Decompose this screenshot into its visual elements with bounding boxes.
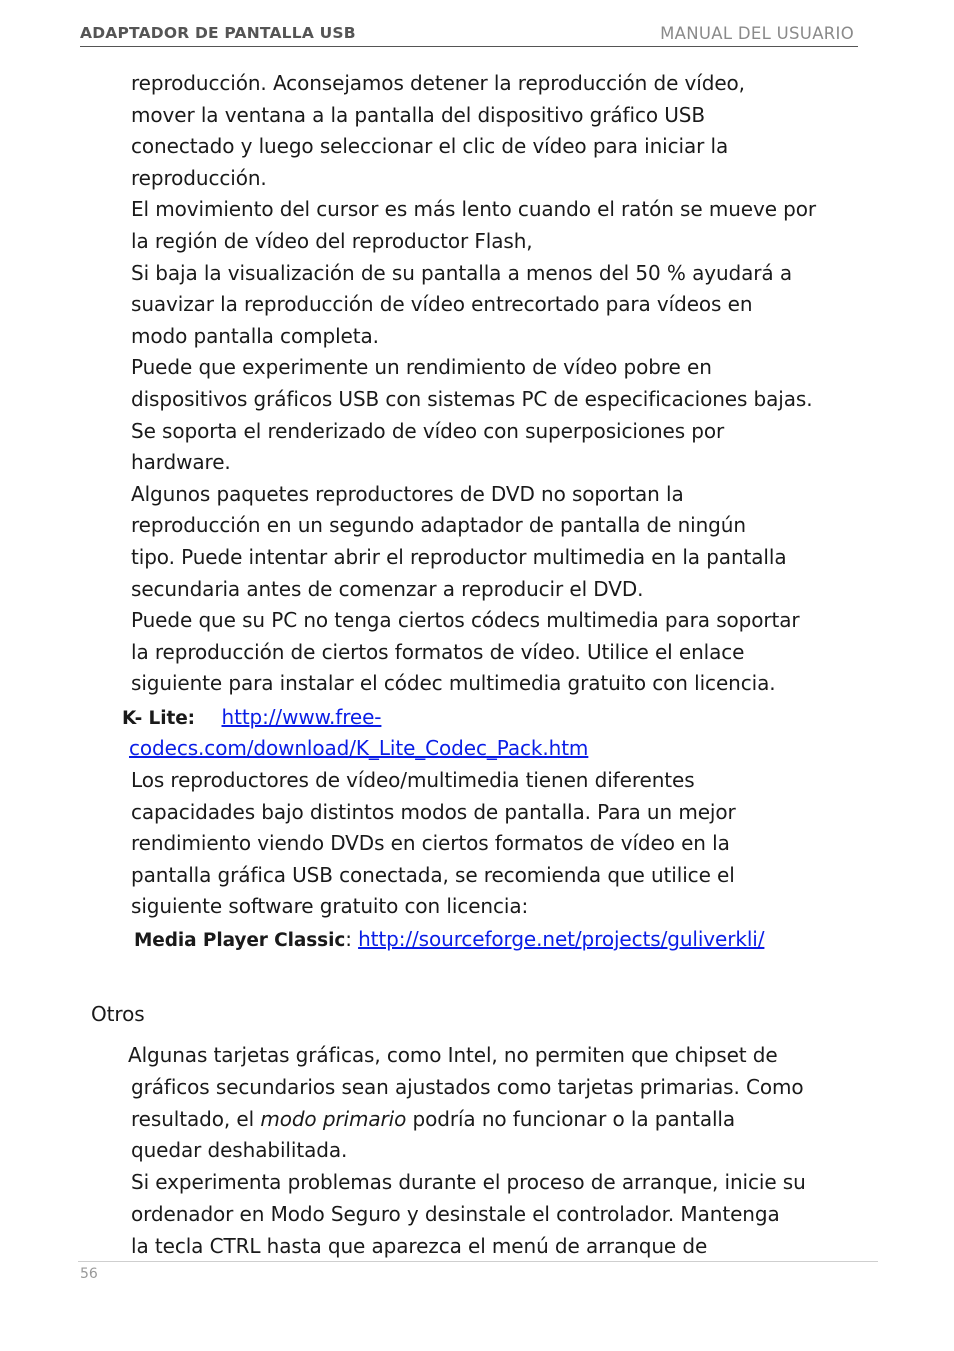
page-number: 56 <box>80 1266 98 1282</box>
header-title: ADAPTADOR DE PANTALLA USB <box>80 24 356 42</box>
otros-line-4: quedar deshabilitada. <box>131 1138 348 1162</box>
body-line: la región de vídeo del reproductor Flash, <box>131 229 533 253</box>
mpc-line <box>134 927 764 953</box>
otros-line-3-post: podría no funcionar o la pantalla <box>406 1107 736 1131</box>
section-heading: Otros <box>91 1002 145 1026</box>
body-line: El movimiento del cursor es más lento cuando el ratón se mueve por <box>131 197 817 222</box>
otros-line-1: Algunas tarjetas gráficas, como Intel, no permiten que chipset de <box>128 1043 778 1067</box>
body-line: Si baja la visualización de su pantalla a menos del 50 % ayudará a <box>131 260 792 285</box>
body-line: secundaria antes de comenzar a reproducir el DVD. <box>131 576 644 601</box>
body-line: Puede que su PC no tenga ciertos códecs multimedia para soportar <box>131 608 800 633</box>
mpc-link[interactable]: http://sourceforge.net/projects/guliverkli/ <box>358 927 765 951</box>
footer-rule <box>78 1261 878 1262</box>
mpc-sep: : <box>345 927 359 951</box>
body-line: conectado y luego seleccionar el clic de vídeo para iniciar la <box>131 134 729 159</box>
klite-line <box>122 705 381 731</box>
body-line: modo pantalla completa. <box>131 323 379 348</box>
otros-line-6: ordenador en Modo Seguro y desinstale el controlador. Mantenga <box>131 1202 780 1226</box>
body-line: Se soporta el renderizado de vídeo con superposiciones por <box>131 418 725 443</box>
body-line: pantalla gráfica USB conectada, se recomienda que utilice el <box>131 862 735 887</box>
body-line: Puede que experimente un rendimiento de vídeo pobre en <box>131 355 712 380</box>
header-section: MANUAL DEL USUARIO <box>660 24 854 43</box>
body-line: Los reproductores de vídeo/multimedia tienen diferentes <box>131 768 695 792</box>
body-line: reproducción. <box>131 165 267 190</box>
klite-label: K- Lite: <box>122 708 195 729</box>
body-line: rendimiento viendo DVDs en ciertos formatos de vídeo en la <box>131 831 730 856</box>
body-line: suavizar la reproducción de vídeo entrecortado para vídeos en <box>131 292 753 317</box>
klite-line-2 <box>129 736 588 760</box>
otros-line-2: gráficos secundarios sean ajustados como tarjetas primarias. Como <box>131 1075 804 1099</box>
body-line: dispositivos gráficos USB con sistemas PC de especificaciones bajas. <box>131 387 813 411</box>
body-line: siguiente para instalar el códec multimedia gratuito con licencia. <box>131 671 776 696</box>
body-line: hardware. <box>131 450 231 475</box>
klite-link-cont[interactable]: codecs.com/download/K_Lite_Codec_Pack.htm <box>129 736 589 760</box>
otros-line-3 <box>131 1107 735 1131</box>
body-line: reproducción en un segundo adaptador de pantalla de ningún <box>131 513 746 538</box>
body-line: tipo. Puede intentar abrir el reproductor multimedia en la pantalla <box>131 545 787 569</box>
otros-line-3-pre: resultado, el <box>131 1107 261 1131</box>
otros-line-7: la tecla CTRL hasta que aparezca el menú de arranque de <box>131 1234 708 1258</box>
otros-line-5: Si experimenta problemas durante el proceso de arranque, inicie su <box>131 1170 806 1194</box>
otros-emphasis: modo primario <box>260 1107 407 1131</box>
body-line: Algunos paquetes reproductores de DVD no soportan la <box>131 481 684 506</box>
klite-link[interactable]: http://www.free- <box>221 705 382 729</box>
page-header <box>80 22 858 47</box>
body-line: capacidades bajo distintos modos de pantalla. Para un mejor <box>131 799 736 824</box>
body-line: siguiente software gratuito con licencia: <box>131 894 529 919</box>
body-line: reproducción. Aconsejamos detener la reproducción de vídeo, <box>131 71 745 95</box>
body-line: la reproducción de ciertos formatos de vídeo. Utilice el enlace <box>131 639 745 664</box>
mpc-label: Media Player Classic <box>134 930 346 951</box>
body-line: mover la ventana a la pantalla del dispositivo gráfico USB <box>131 102 705 127</box>
